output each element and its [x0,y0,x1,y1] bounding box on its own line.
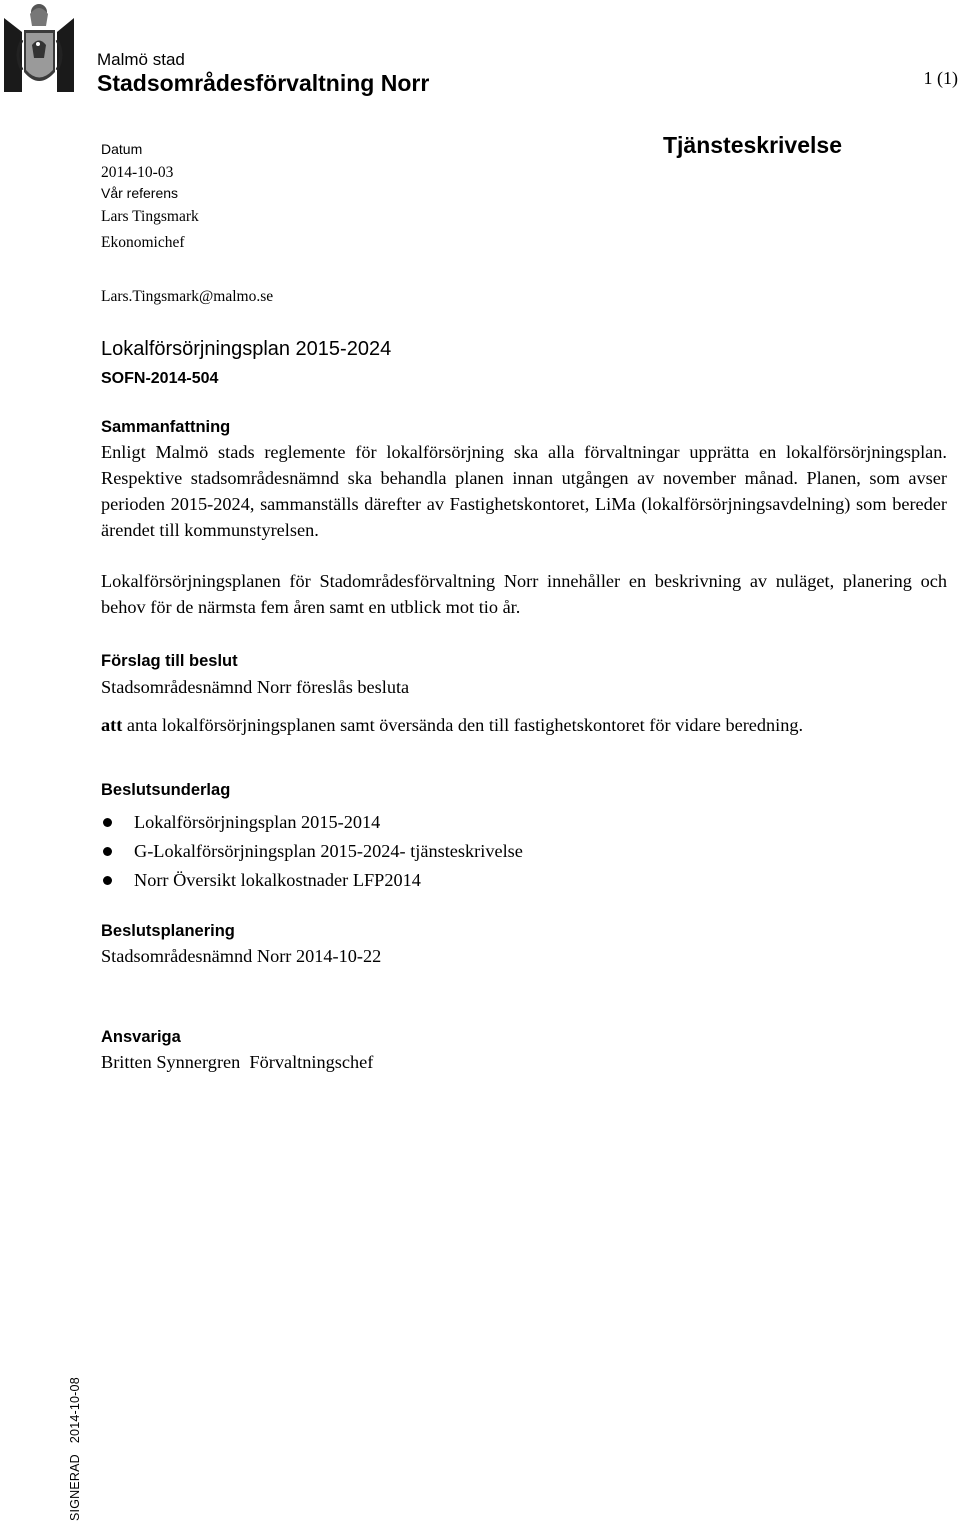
department-name: Stadsområdesförvaltning Norr [97,70,430,96]
planning-heading: Beslutsplanering [101,922,235,940]
document-title: Lokalförsörjningsplan 2015-2024 [101,338,392,360]
date-label: Datum [101,141,143,157]
document-type: Tjänsteskrivelse [662,132,842,158]
page-number: 1 (1) [923,68,958,88]
planning-text: Stadsområdesnämnd Norr 2014-10-22 [101,946,382,966]
summary-paragraph-2-wrap [101,568,951,620]
case-number: SOFN-2014-504 [101,370,219,387]
basis-heading: Beslutsunderlag [101,781,231,799]
signature-stamp [68,1377,82,1521]
summary-paragraph-1: Enligt Malmö stads reglemente för lokalförsörjning ska alla förvaltningar upprätta en lokalförsörjningsplan. Respektive stadsområdesnämnd ska behandla planen innan utgången av november månad. Planen, som avser perioden 2015-2024, sammanställs därefter av Fastighetskontoret, LiMa (lokalförsörjningsavdelning) som bereder ärendet till kommunstyrelsen. [101,442,947,540]
reference-name: Lars Tingsmark [101,208,199,225]
reference-email[interactable]: Lars.Tingsmark@malmo.se [101,288,274,305]
basis-list [101,808,951,895]
summary-heading: Sammanfattning [101,418,231,436]
responsible-text: Britten Synnergren Förvaltningschef [101,1052,374,1072]
proposal-heading: Förslag till beslut [101,652,238,670]
responsible-section [101,1028,951,1075]
date-value: 2014-10-03 [101,164,174,181]
list-item: Norr Översikt lokalkostnader LFP2014 [101,866,951,895]
summary-section [101,418,951,543]
responsible-heading: Ansvariga [101,1028,181,1046]
att-keyword: att [101,715,123,735]
proposal-att-clause [101,712,951,738]
malmo-coat-of-arms-logo [2,0,76,94]
att-text: anta lokalförsörjningsplanen samt översända den till fastighetskontoret för vidare beredning. [122,715,804,735]
summary-paragraph-2: Lokalförsörjningsplanen för Stadområdesförvaltning Norr innehåller en beskrivning av nuläget, planering och behov för de närmsta fem åren samt en utblick mot tio år. [101,571,947,617]
proposal-intro: Stadsområdesnämnd Norr föreslås besluta [101,677,410,697]
organization-name: Malmö stad [97,50,185,69]
reference-title: Ekonomichef [101,234,185,251]
planning-section [101,922,951,969]
list-item: G-Lokalförsörjningsplan 2015-2024- tjänsteskrivelse [101,837,951,866]
basis-section [101,781,951,895]
reference-label: Vår referens [101,185,179,201]
list-item: Lokalförsörjningsplan 2015-2014 [101,808,951,837]
signature-text: SIGNERAD 2014-10-08 [68,1377,82,1521]
proposal-section [101,652,951,738]
